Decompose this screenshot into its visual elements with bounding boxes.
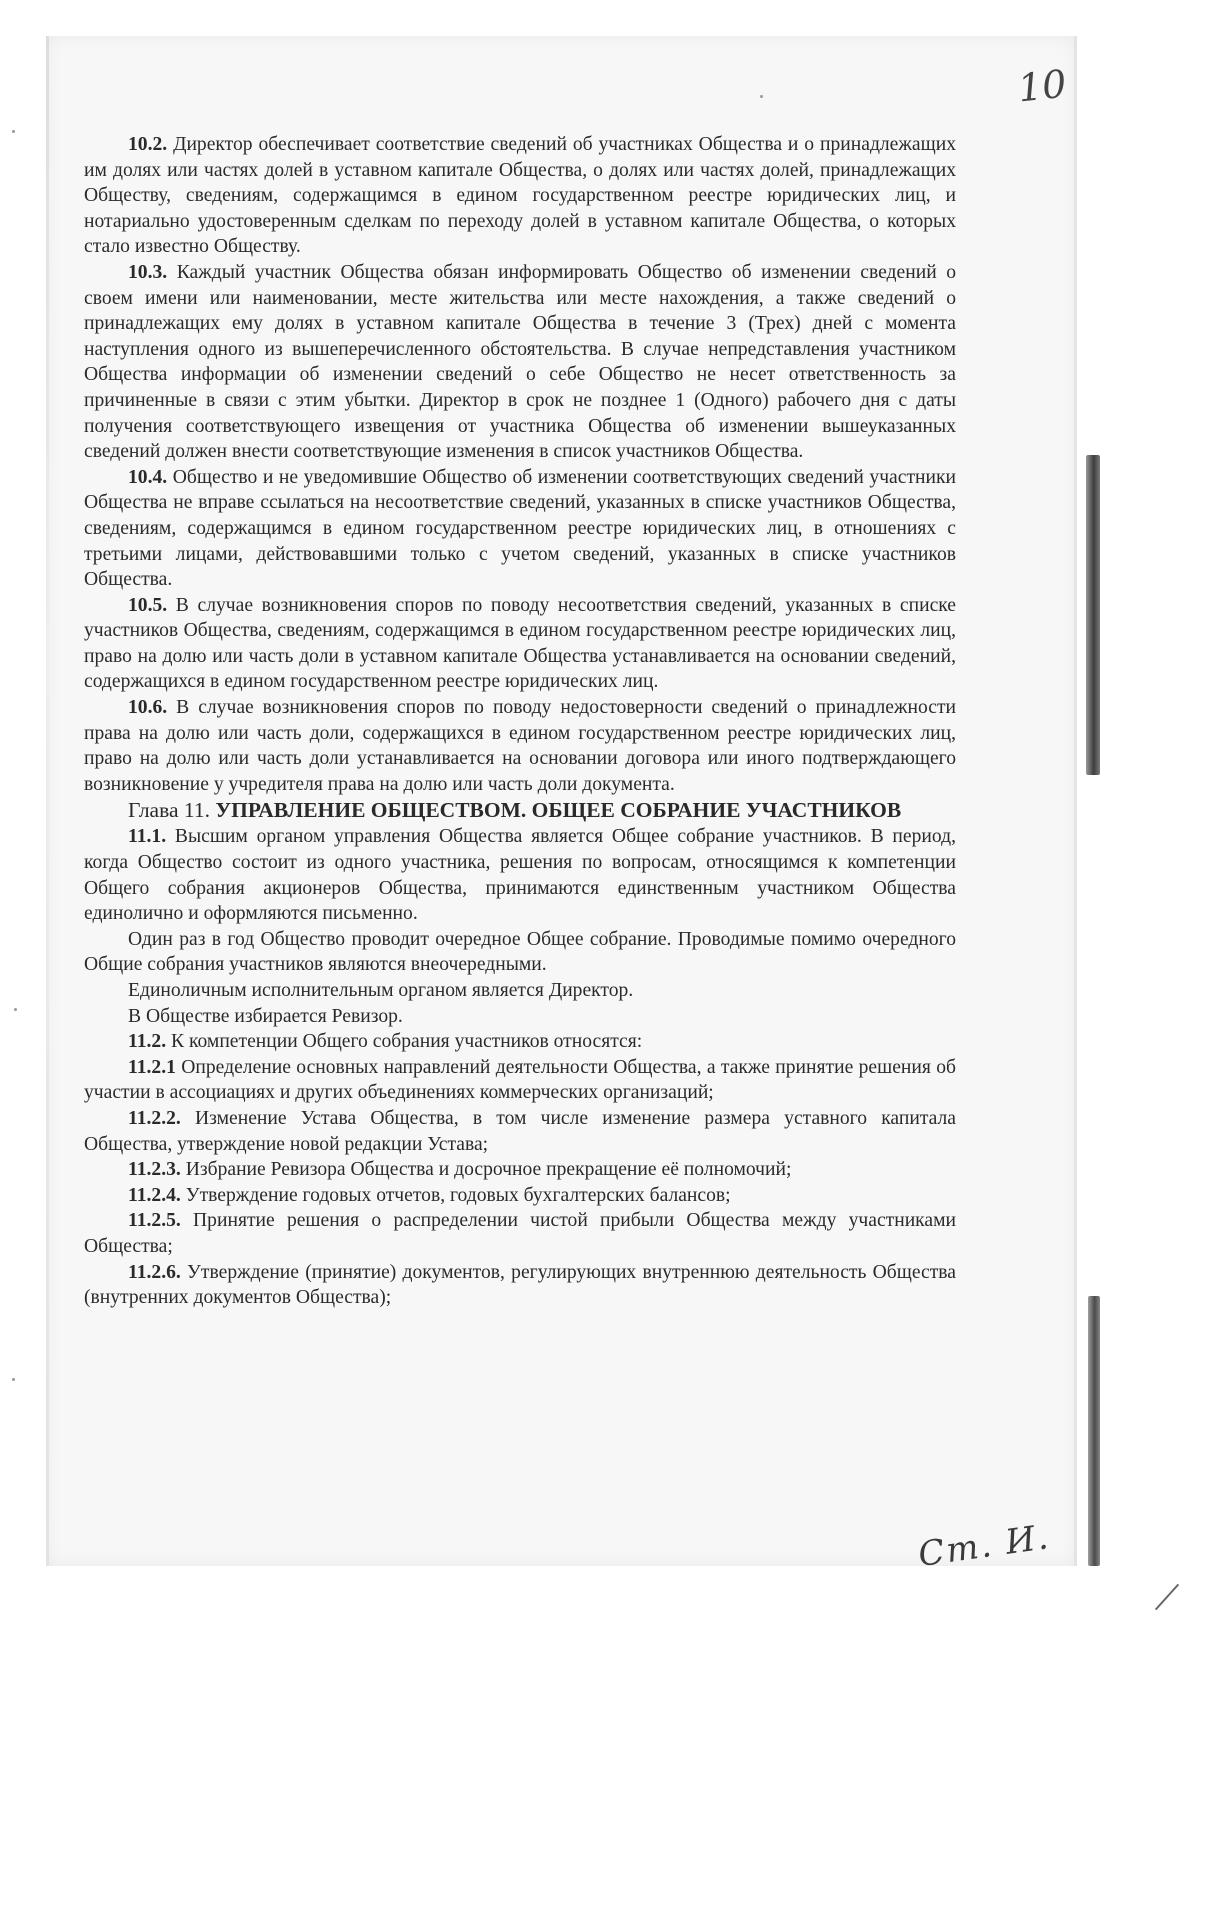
paragraph-11-2-3: 11.2.3. Избрание Ревизора Общества и досрочное прекращение её полномочий; bbox=[128, 1159, 792, 1181]
chapter-heading: Глава 11. УПРАВЛЕНИЕ ОБЩЕСТВОМ. ОБЩЕЕ СОБРАНИЕ УЧАСТНИКОВ bbox=[128, 798, 902, 823]
paragraph-10-4: 10.4. Общество и не уведомившие Общество об изменении соответствующих сведений участники Общества не вправе ссылаться на несоответствие сведений, указанных в списке участников Общества, сведениям, содержащимся в едином государственном реестре юридических лиц, в отношениях с третьими лицами, действовавшими только с учетом сведений, указанных в списке участников Общества. bbox=[84, 466, 956, 591]
page-edge-right bbox=[1074, 36, 1077, 1566]
paragraph-10-2: 10.2. Директор обеспечивает соответствие сведений об участниках Общества и о принадлежащих им долях или частях долей в уставном капитале Общества, о долях или частях долей, принадлежащих Обществу, сведениям, содержащимся в едином государственном реестре юридических лиц, и нотариально удостоверенным сделкам по переходу долей в уставном капитале Общества, о которых стало известно Обществу. bbox=[84, 134, 956, 258]
scan-shadow-bar bbox=[1086, 455, 1100, 775]
paragraph-11-1: 11.1. Высшим органом управления Общества является Общее собрание участников. В период, когда Общество состоит из одного участника, решения по вопросам, относящимся к компетенции Общего собрания акционеров Общества, принимаются единственным участником Общества единолично и оформляются письменно. bbox=[84, 826, 956, 925]
scan-speck bbox=[14, 1008, 17, 1011]
paragraph-11-2-5: 11.2.5. Принятие решения о распределении чистой прибыли Общества между участниками Общества; bbox=[84, 1210, 956, 1257]
page-edge-left bbox=[46, 36, 49, 1566]
paragraph-auditor: В Обществе избирается Ревизор. bbox=[128, 1005, 403, 1027]
paragraph-10-5: 10.5. В случае возникновения споров по поводу несоответствия сведений, указанных в списке участников Общества, сведениям, содержащимся в едином государственном реестре юридических лиц, право на долю или часть доли в уставном капитале Общества устанавливается на основании сведений, содержащихся в едином государственном реестре юридических лиц. bbox=[84, 594, 956, 693]
paragraph-11-2-1: 11.2.1 Определение основных направлений деятельности Общества, а также принятие решения об участии в ассоциациях и других объединениях коммерческих организаций; bbox=[84, 1056, 956, 1104]
scan-speck bbox=[760, 95, 763, 98]
pen-stroke bbox=[1155, 1584, 1179, 1611]
document-body bbox=[84, 132, 956, 1311]
paragraph-10-6: 10.6. В случае возникновения споров по поводу недостоверности сведений о принадлежности права на долю или часть доли, содержащихся в едином государственном реестре юридических лиц, право на долю или часть доли устанавливается на основании договора или иного подтверждающего возникновение у учредителя права на долю или часть доли документа. bbox=[84, 697, 956, 795]
scan-speck bbox=[12, 1378, 15, 1381]
scan-speck bbox=[12, 130, 15, 133]
paragraph-11-2-2: 11.2.2. Изменение Устава Общества, в том числе изменение размера уставного капитала Общества, утверждение новой редакции Устава; bbox=[84, 1107, 956, 1155]
scan-shadow-bar bbox=[1088, 1296, 1100, 1566]
paragraph-annual-meeting: Один раз в год Общество проводит очередное Общее собрание. Проводимые помимо очередного Общие собрания участников являются внеочередными. bbox=[84, 928, 956, 976]
handwritten-page-number: 10 bbox=[1015, 61, 1069, 111]
paragraph-11-2: 11.2. К компетенции Общего собрания участников относятся: bbox=[128, 1031, 643, 1053]
paragraph-10-3: 10.3. Каждый участник Общества обязан информировать Общество об изменении сведений о своем имени или наименовании, месте жительства или месте нахождения, а также сведений о принадлежащих ему долях в уставном капитале Общества в течение 3 (Трех) дней с момента наступления одного из вышеперечисленного обстоятельства. В случае непредставления участником Общества информации об изменении сведений о себе Общество не несет ответственность за причиненные в связи с этим убытки. Директор в срок не позднее 1 (Одного) рабочего дня с даты получения соответствующего извещения от участника Общества об изменении вышеуказанных сведений должен внести соответствующие изменения в список участников Общества. bbox=[84, 261, 956, 463]
handwritten-signature: Сm. И. bbox=[915, 1516, 1053, 1576]
paragraph-11-2-4: 11.2.4. Утверждение годовых отчетов, годовых бухгалтерских балансов; bbox=[128, 1184, 731, 1206]
paragraph-11-2-6: 11.2.6. Утверждение (принятие) документов, регулирующих внутреннюю деятельность Общества (внутренних документов Общества); bbox=[84, 1261, 956, 1309]
paragraph-director: Единоличным исполнительным органом является Директор. bbox=[128, 980, 634, 1001]
